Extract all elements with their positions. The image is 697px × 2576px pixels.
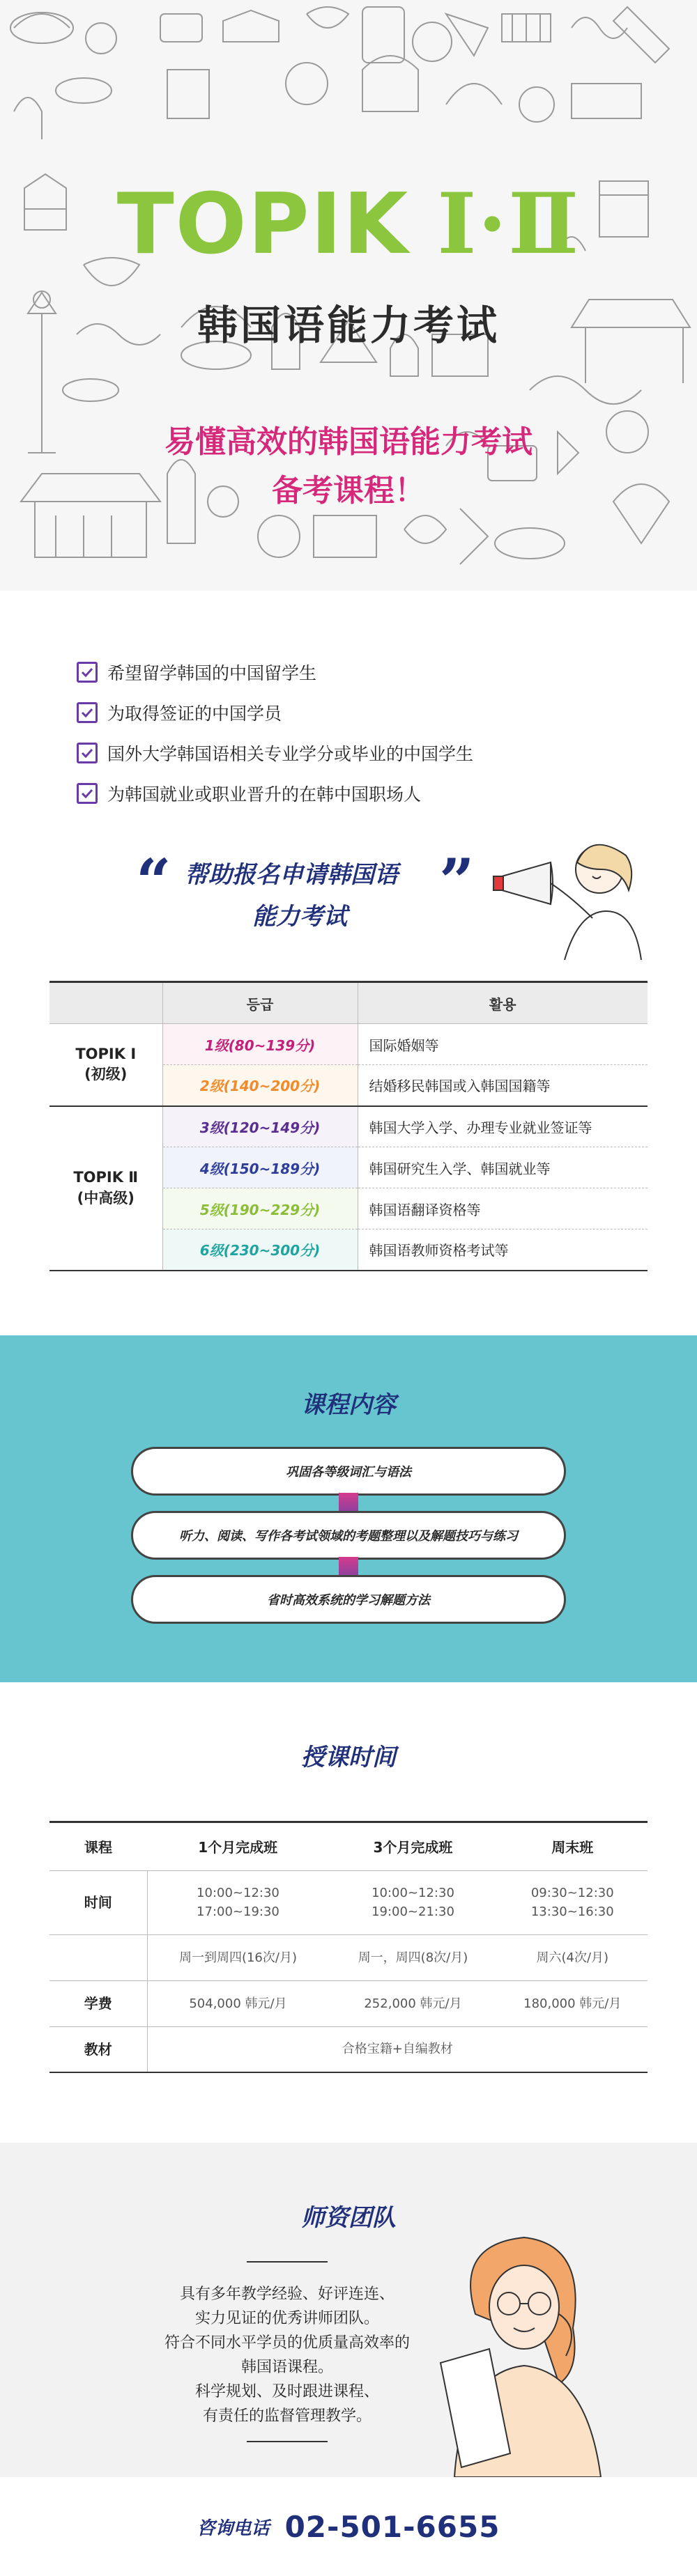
teachers-line: 具有多年教学经验、好评连连、 — [179, 2286, 395, 2303]
course-step-3: 省时高效系统的学习解题方法 — [131, 1575, 566, 1624]
target-item — [77, 692, 697, 733]
schedule-cell-fee: 180,000 韩元/月 — [498, 1980, 648, 2026]
level-use-cell: 国际婚姻等 — [358, 1024, 648, 1065]
hero-title-topik: TOPIK — [116, 176, 410, 273]
help-heading-line-1: 帮助报名申请韩国语 — [185, 861, 398, 889]
schedule-cell-fee: 252,000 韩元/月 — [328, 1980, 497, 2026]
level-use-cell: 结婚移民韩国或入韩国国籍等 — [358, 1065, 648, 1106]
level-table-header-use: 활용 — [358, 982, 648, 1024]
schedule-row-time — [49, 1870, 648, 1934]
close-quote-icon: ” — [439, 845, 475, 917]
schedule-row-days — [49, 1934, 648, 1980]
course-content-title: 课程内容 — [301, 1390, 396, 1419]
level-grade-cell: 1级(80~139分) — [162, 1024, 358, 1065]
schedule-cell-fee: 504,000 韩元/月 — [147, 1980, 328, 2026]
level-category-sub: (中高级) — [77, 1189, 135, 1206]
hero-tagline-1: 易懂高效的韩国语能力考试 — [164, 424, 533, 460]
target-item — [77, 733, 697, 773]
topik-level-table — [49, 981, 648, 1271]
schedule-header-1-month: 1个月完成班 — [147, 1822, 328, 1870]
schedule-section — [0, 1738, 697, 2074]
course-step-2: 听力、阅读、写作各考试领域的考题整理以及解题技巧与练习 — [131, 1511, 566, 1560]
checkbox-icon — [77, 662, 98, 683]
course-content-section — [0, 1335, 697, 1682]
schedule-header-weekend: 周末班 — [498, 1822, 648, 1870]
schedule-header-row — [49, 1822, 648, 1870]
hero-title-level: Ⅰ·Ⅱ — [437, 175, 581, 273]
hero-banner — [0, 0, 697, 591]
time-line: 10:00~12:30 — [372, 1886, 454, 1900]
schedule-cell-days: 周六(4次/月) — [498, 1934, 648, 1980]
level-use-cell: 韩国研究生入学、韩国就业等 — [358, 1147, 648, 1188]
teachers-line: 科学规划、及时跟进课程、 — [194, 2383, 379, 2400]
level-category-name: TOPIK Ⅰ — [75, 1045, 137, 1062]
teacher-illustration — [427, 2230, 622, 2477]
course-step-1: 巩固各等级词汇与语法 — [131, 1447, 566, 1496]
level-grade-cell: 2级(140~200分) — [162, 1065, 358, 1106]
megaphone-woman-illustration — [488, 828, 648, 974]
level-table-body — [49, 1024, 648, 1271]
target-item — [77, 652, 697, 692]
level-grade-cell: 4级(150~189分) — [162, 1147, 358, 1188]
help-heading-line-2: 能力考试 — [252, 903, 347, 931]
schedule-row-label: 教材 — [49, 2026, 147, 2072]
schedule-row-label: 学费 — [49, 1980, 147, 2026]
hero-title — [0, 175, 697, 273]
schedule-table — [49, 1821, 648, 2074]
schedule-cell-days: 周一，周四(8次/月) — [328, 1934, 497, 1980]
target-item-label: 国外大学韩国语相关专业学分或毕业的中国学生 — [107, 744, 474, 764]
schedule-header-3-month: 3个月完成班 — [328, 1822, 497, 1870]
schedule-row-label — [49, 1934, 147, 1980]
teachers-title: 师资团队 — [301, 2204, 396, 2232]
level-table-header-grade: 등급 — [162, 982, 358, 1024]
time-line: 10:00~12:30 — [197, 1886, 279, 1900]
time-line: 17:00~19:30 — [197, 1904, 279, 1919]
divider-line — [247, 2261, 328, 2263]
schedule-row-label: 时间 — [49, 1870, 147, 1934]
time-line: 09:30~12:30 — [530, 1886, 614, 1900]
schedule-cell-time — [328, 1870, 497, 1934]
hero-tagline-2: 备考课程！ — [272, 473, 425, 509]
target-audience-list — [0, 591, 697, 814]
schedule-cell-days: 周一到周四(16次/月) — [147, 1934, 328, 1980]
contact-phone-number[interactable]: 02-501-6655 — [284, 2509, 500, 2544]
schedule-header-course: 课程 — [49, 1822, 147, 1870]
level-category-cell — [49, 1106, 162, 1271]
level-category-name: TOPIK Ⅱ — [73, 1169, 139, 1186]
schedule-cell-time — [498, 1870, 648, 1934]
level-grade-cell: 3级(120~149分) — [162, 1106, 358, 1147]
checkbox-icon — [77, 702, 98, 723]
contact-label: 咨询电话 — [197, 2517, 270, 2539]
level-table-row — [49, 1106, 648, 1147]
time-line: 13:30~16:30 — [530, 1904, 614, 1919]
teachers-section — [0, 2143, 697, 2477]
checkbox-icon — [77, 743, 98, 763]
level-grade-cell: 5级(190~229分) — [162, 1188, 358, 1229]
level-category-sub: (初级) — [84, 1066, 128, 1083]
level-table-header-row — [49, 982, 648, 1024]
level-table-row — [49, 1024, 648, 1065]
level-use-cell: 韩国语翻译资格等 — [358, 1188, 648, 1229]
level-table-header-blank — [49, 982, 162, 1024]
schedule-row-material — [49, 2026, 648, 2072]
level-category-cell — [49, 1024, 162, 1106]
teachers-description — [139, 2282, 435, 2428]
time-line: 19:00~21:30 — [372, 1904, 454, 1919]
contact-footer — [0, 2477, 697, 2576]
open-quote-icon: “ — [136, 845, 171, 917]
registration-help-heading — [0, 841, 697, 981]
teachers-line: 韩国语课程。 — [240, 2359, 333, 2376]
target-item — [77, 773, 697, 814]
schedule-row-fee — [49, 1980, 648, 2026]
target-item-label: 为取得签证的中国学员 — [107, 704, 282, 724]
teachers-line: 有责任的监督管理教学。 — [202, 2407, 372, 2425]
schedule-title: 授课时间 — [301, 1743, 396, 1771]
checkbox-icon — [77, 783, 98, 804]
schedule-cell-time — [147, 1870, 328, 1934]
teachers-line: 符合不同水平学员的优质量高效率的 — [164, 2334, 410, 2352]
hero-subtitle: 韩国语能力考试 — [197, 302, 500, 349]
schedule-cell-material: 合格宝籍+自编教材 — [147, 2026, 648, 2072]
level-use-cell: 韩国语教师资格考试等 — [358, 1229, 648, 1271]
level-use-cell: 韩国大学入学、办理专业就业签证等 — [358, 1106, 648, 1147]
target-item-label: 希望留学韩国的中国留学生 — [107, 663, 317, 683]
target-item-label: 为韩国就业或职业晋升的在韩中国职场人 — [107, 784, 422, 805]
teachers-line: 实力见证的优秀讲师团队。 — [194, 2310, 379, 2327]
level-grade-cell: 6级(230~300分) — [162, 1229, 358, 1271]
divider-line — [247, 2441, 328, 2442]
